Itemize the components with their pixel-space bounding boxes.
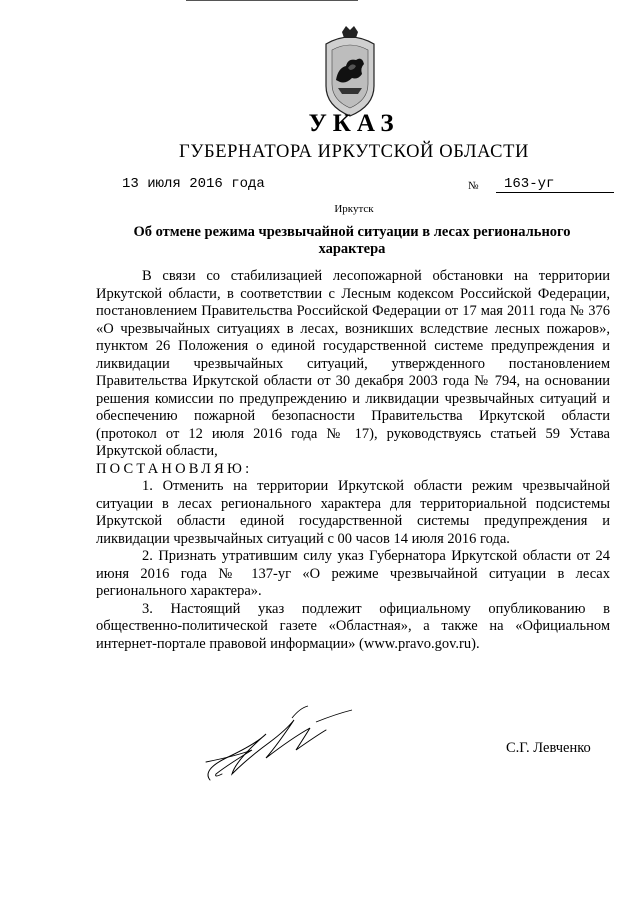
document-city: Иркутск [334,203,374,215]
preamble-paragraph: В связи со стабилизацией лесопожарной обстановки на территории Иркутской области, в соответствии с Лесным кодексом Российской Федерации, постановлением Правительства Российской Федерации от 17 мая 2011 года № 376 «О чрезвычайных ситуациях в лесах, возникших вследствие лесных пожаров», пунктом 26 Положения о единой государственной системе предупреждения и ликвидации чрезвычайных ситуаций, утвержденного постановлением Правительства Иркутской области от 30 декабря 2003 года № 794, на основании решения комиссии по предупреждению и ликвидации чрезвычайных ситуаций и обеспечению пожарной безопасности Правительства Иркутской области (протокол от 12 июля 2016 года № 17), руководствуясь статьей 59 Устава Иркутской области, [96,268,610,459]
handwritten-signature [196,700,366,790]
document-date: 13 июля 2016 года [122,176,265,192]
issuer-title: ГУБЕРНАТОРА ИРКУТСКОЙ ОБЛАСТИ [179,142,529,162]
decree-item-2: 2. Признать утратившим силу указ Губернатора Иркутской области от 24 июня 2016 года № 137-уг «О режиме чрезвычайной ситуации в лесах регионального характера». [96,548,610,599]
document-heading: Об отмене режима чрезвычайной ситуации в лесах регионального характера [133,224,571,257]
page-title: УКАЗ [308,110,400,137]
document-body [96,268,610,653]
document-number: 163-уг [496,176,614,193]
top-rule [186,0,358,1]
decree-item-3: 3. Настоящий указ подлежит официальному опубликованию в общественно-политической газете «Областная», а также на «Официальном интернет-портале правовой информации» (www.pravo.gov.ru). [96,600,610,652]
decree-word: ПОСТАНОВЛЯЮ: [96,460,253,477]
decree-item-1: 1. Отменить на территории Иркутской области режим чрезвычайной ситуации в лесах регионального характера для территориальной подсистемы Иркутской области единой государственной системы предупреждения и ликвидации чрезвычайных ситуаций с 00 часов 14 июля 2016 года. [96,478,610,547]
coat-of-arms-icon [318,24,382,120]
signatory-name: С.Г. Левченко [506,740,591,756]
number-label: № [468,180,479,192]
